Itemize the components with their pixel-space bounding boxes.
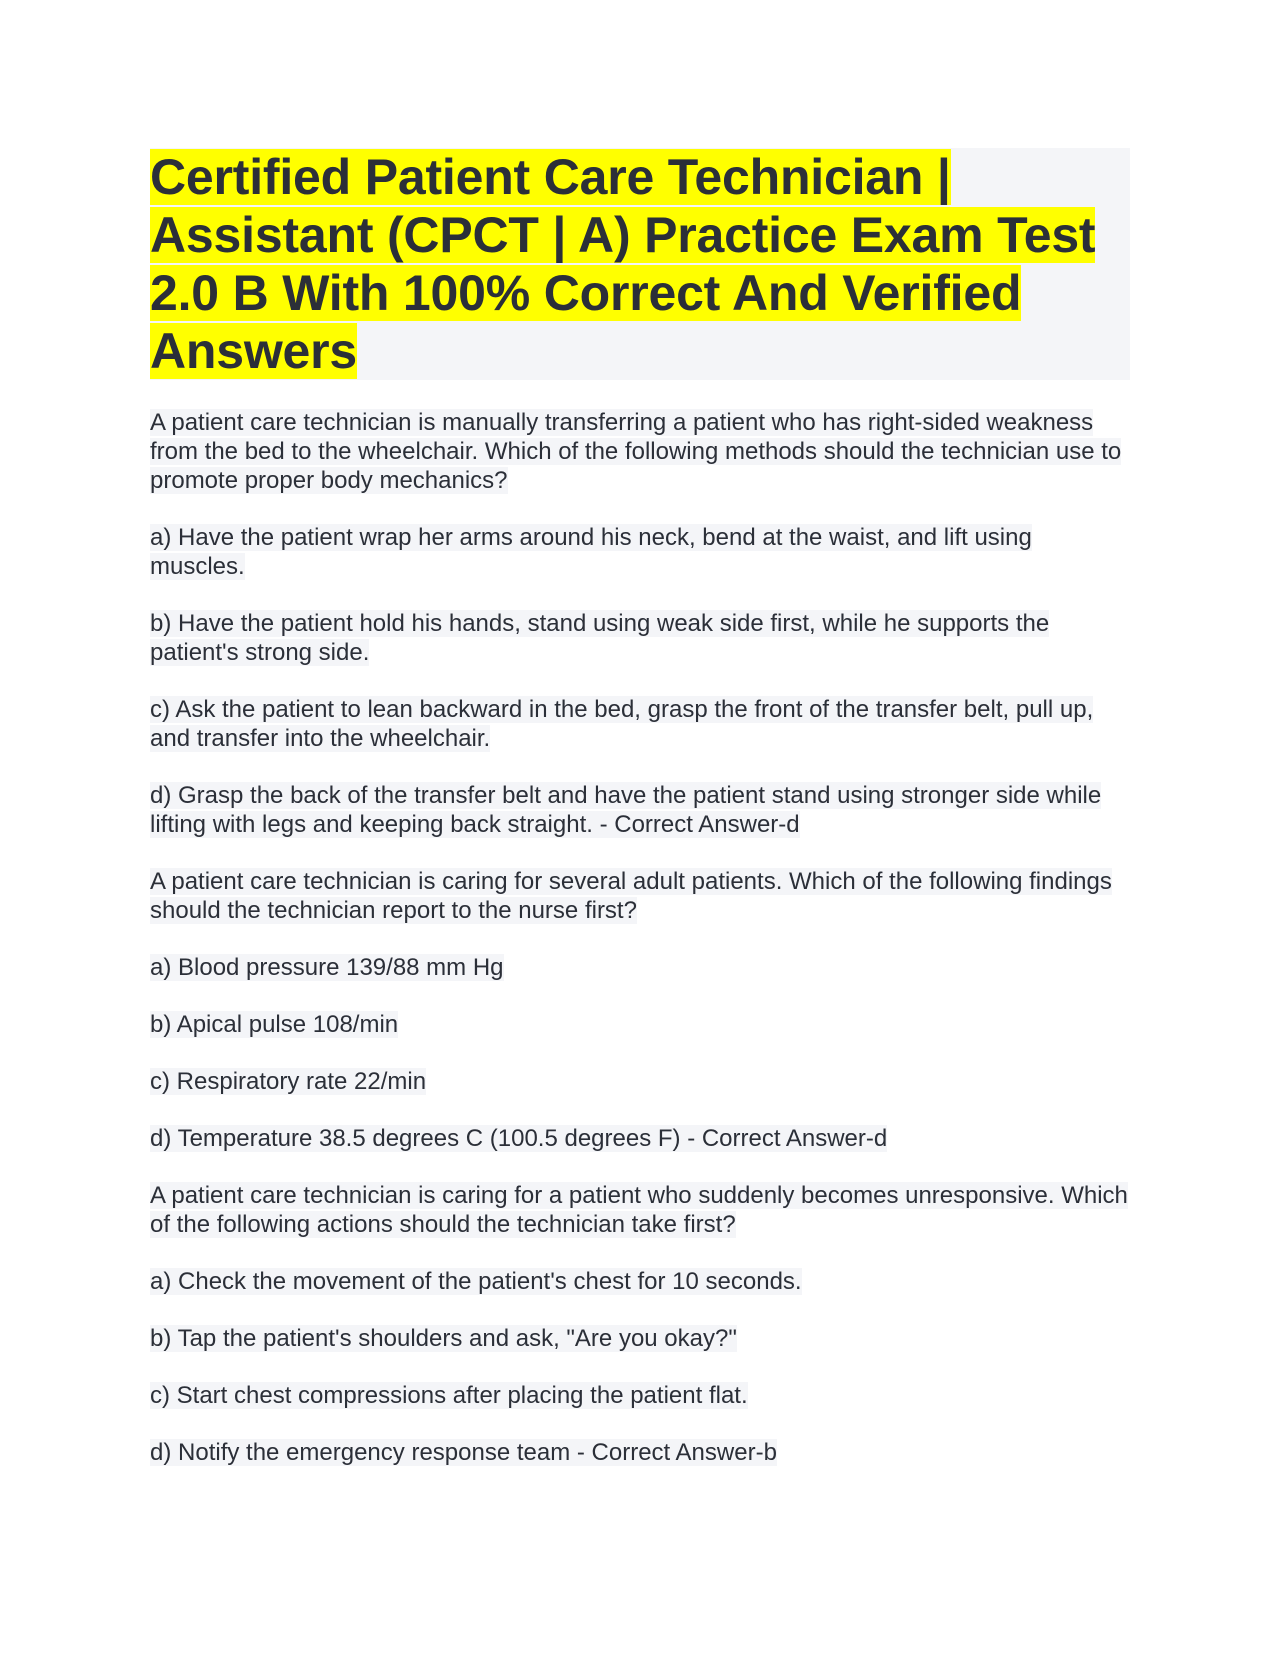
document-title [150, 148, 1130, 380]
question-1-stem: A patient care technician is manually transferring a patient who has right-sided weakness from the bed to the wheelchair. Which of the following methods should the technician use to promote proper body mechanics? [150, 409, 1122, 494]
question-1-option-c: c) Ask the patient to lean backward in the bed, grasp the front of the transfer belt, pull up, and transfer into the wheelchair. [150, 696, 1094, 752]
question-3-option-c: c) Start chest compressions after placing the patient flat. [150, 1382, 748, 1409]
question-1-option-a: a) Have the patient wrap her arms around his neck, bend at the waist, and lift using muscles. [150, 524, 1032, 580]
question-2-option-b: b) Apical pulse 108/min [150, 1011, 399, 1038]
question-3-stem: A patient care technician is caring for a patient who suddenly becomes unresponsive. Which of the following actions should the technician take first? [150, 1182, 1128, 1238]
question-1-option-b: b) Have the patient hold his hands, stand using weak side first, while he supports the patient's strong side. [150, 610, 1050, 666]
question-2-option-d-answer: d) Temperature 38.5 degrees C (100.5 degrees F) - Correct Answer-d [150, 1125, 888, 1152]
title-highlight: Certified Patient Care Technician | Assistant (CPCT | A) Practice Exam Test 2.0 B With 100% Correct And Verified Answers [150, 149, 1096, 379]
question-2-stem: A patient care technician is caring for several adult patients. Which of the following findings should the technician report to the nurse first? [150, 868, 1112, 924]
question-3-option-d-answer: d) Notify the emergency response team - Correct Answer-b [150, 1439, 777, 1466]
document-page [150, 148, 1130, 1495]
question-2-option-a: a) Blood pressure 139/88 mm Hg [150, 954, 504, 981]
question-3-option-a: a) Check the movement of the patient's chest for 10 seconds. [150, 1268, 802, 1295]
question-1-option-d-answer: d) Grasp the back of the transfer belt and have the patient stand using stronger side while lifting with legs and keeping back straight. - Correct Answer-d [150, 782, 1102, 838]
question-3-option-b: b) Tap the patient's shoulders and ask, "Are you okay?" [150, 1325, 737, 1352]
title-block [150, 148, 1130, 380]
question-2-option-c: c) Respiratory rate 22/min [150, 1068, 427, 1095]
